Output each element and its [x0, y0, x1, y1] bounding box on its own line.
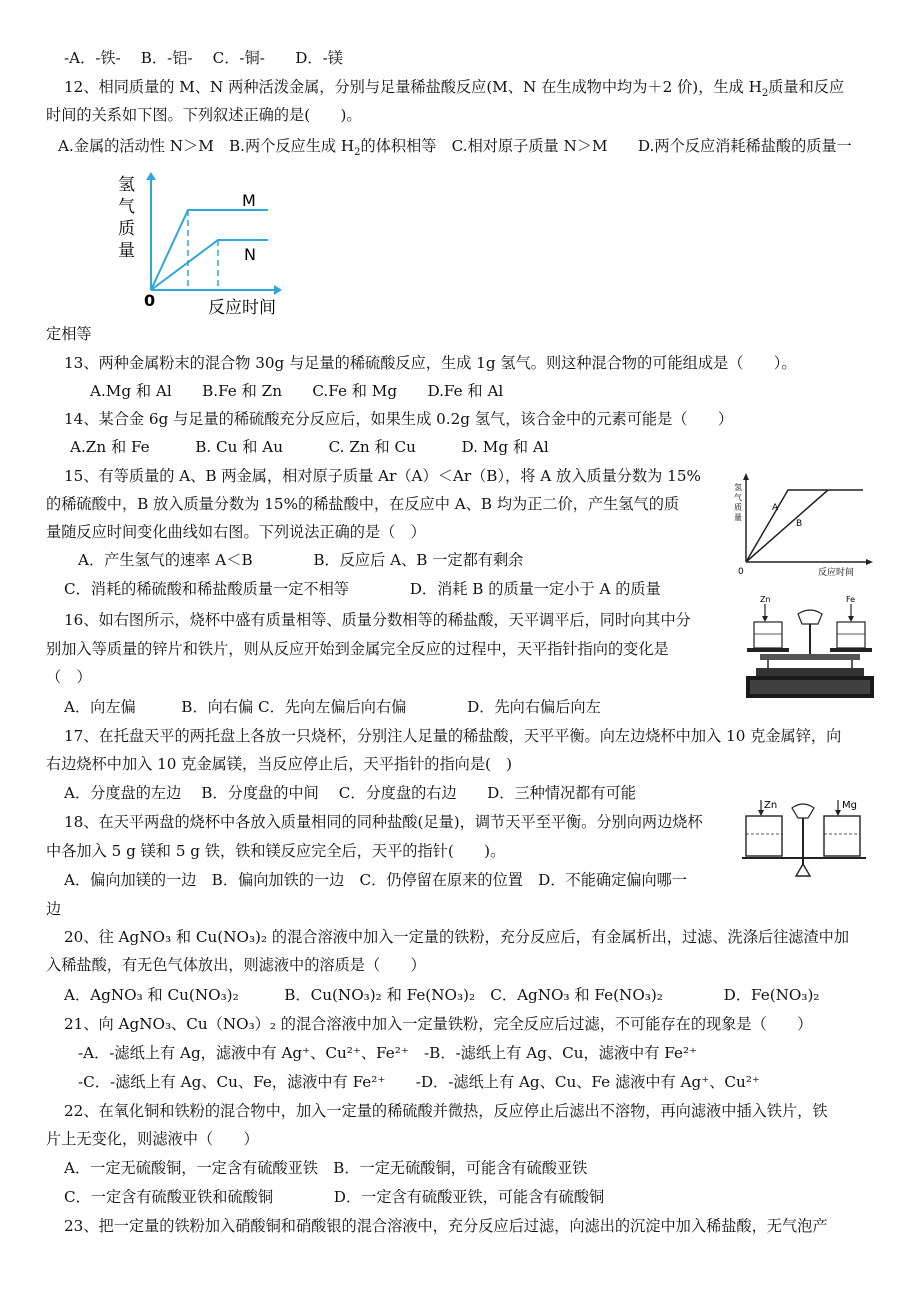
- q16-options: A．向左偏 B．向右偏 C．先向左偏后向右偏 D．先向右偏后向左: [64, 698, 601, 716]
- q17-options: A．分度盘的左边 B．分度盘的中间 C．分度盘的右边 D．三种情况都有可能: [64, 784, 636, 802]
- q16-left-pan: [747, 648, 789, 652]
- q15-xlabel: 反应时间: [818, 568, 855, 578]
- q16-right-pan: [830, 648, 872, 652]
- q17-stem-line2: 右边烧杯中加入 10 克金属镁，当反应停止后，天平指针的指向是( ): [46, 755, 513, 773]
- q15-ylabel-char: 量: [734, 513, 742, 522]
- q15-series-b-label: B: [796, 519, 803, 529]
- q18-options-continuation: 边: [46, 900, 62, 918]
- q18-stem-line1: 18、在天平两盘的烧杯中各放入质量相同的同种盐酸(足量)，调节天平至平衡。分别向两边烧杯: [64, 813, 703, 831]
- q16-stem-line2: 别加入等质量的锌片和铁片，则从反应开始到金属完全反应的过程中，天平指针指向的变化是: [46, 640, 669, 658]
- q20-stem-line1: 20、往 AgNO₃ 和 Cu(NO₃)₂ 的混合溶液中加入一定量的铁粉，充分反应后，有金属析出，过滤、洗涤后往滤渣中加: [64, 928, 850, 946]
- q15-origin-label: 0: [738, 567, 744, 577]
- q15-stem-line2: 的稀硫酸中，B 放入质量分数为 15%的稀盐酸中，在反应中 A、B 均为正二价，产生氢气的质: [46, 495, 680, 513]
- q12-x-arrow-icon: [274, 285, 282, 295]
- q11-options: -A．-铁- B．-铝- C．-铜- D．-镁: [64, 49, 343, 67]
- q12-options: A.金属的活动性 N＞M B.两个反应生成 $H_2$的体积相等 C.相对原子质量 N＞M D.两个反应消耗稀盐酸的质量一: [58, 137, 852, 159]
- q16-left-beaker: [754, 622, 782, 648]
- q15-ylabel-char: 气: [734, 493, 742, 502]
- q18-right-beaker: [824, 816, 860, 856]
- q15-y-arrow-icon: [743, 473, 749, 480]
- q14-options: A.Zn 和 Fe B. Cu 和 Au C. Zn 和 Cu D. Mg 和 Al: [70, 438, 549, 456]
- q15-options-ab: A．产生氢气的速率 A＜B B．反应后 A、B 一定都有剩余: [78, 551, 524, 569]
- q18-zn-label: Zn: [764, 800, 778, 811]
- q15-series-a-label: A: [772, 503, 779, 513]
- q12-graph: [118, 170, 288, 320]
- q12-series-m-label: M: [242, 191, 256, 210]
- q17-stem-line1: 17、在托盘天平的两托盘上各放一只烧杯，分别注人足量的稀盐酸，天平平衡。向左边烧杯中加入 10 克金属锌，向: [64, 727, 842, 745]
- q16-scale-dial: [798, 610, 822, 624]
- q15-ylabel-char: 氢: [734, 483, 742, 492]
- q12-ylabel-char: 量: [118, 241, 135, 261]
- q12-ylabel-char: 气: [118, 197, 135, 217]
- q20-options: A．AgNO₃ 和 Cu(NO₃)₂ B．Cu(NO₃)₂ 和 Fe(NO₃)₂ C．AgNO₃ 和 Fe(NO₃)₂ D．Fe(NO₃)₂: [64, 986, 820, 1004]
- q21-stem: 21、向 AgNO₃、Cu（NO₃）₂ 的混合溶液中加入一定量铁粉，完全反应后过滤，不可能存在的现象是（ ）: [64, 1015, 813, 1033]
- q13-stem: 13、两种金属粉末的混合物 30g 与足量的稀硫酸反应，生成 1g 氢气。则这种混合物的可能组成是（ ）。: [64, 354, 797, 372]
- q18-options: A．偏向加镁的一边 B．偏向加铁的一边 C．仍停留在原来的位置 D．不能确定偏向哪一: [64, 871, 688, 889]
- q14-stem: 14、某合金 6g 与足量的稀硫酸充分反应后，如果生成 0.2g 氢气，该合金中的元素可能是（ ）: [64, 410, 734, 428]
- q15-ylabel-char: 质: [734, 503, 742, 512]
- q12-stem-line2: 时间的关系如下图。下列叙述正确的是( )。: [46, 106, 362, 124]
- q15-graph: [728, 470, 878, 580]
- q13-options: A.Mg 和 Al B.Fe 和 Zn C.Fe 和 Mg D.Fe 和 Al: [90, 382, 504, 400]
- q12-ylabel-char: 质: [118, 219, 135, 239]
- q12-xlabel: 反应时间: [208, 298, 276, 318]
- q22-options-ab: A．一定无硫酸铜，一定含有硫酸亚铁 B．一定无硫酸铜，可能含有硫酸亚铁: [64, 1159, 588, 1177]
- q12-y-arrow-icon: [146, 172, 156, 180]
- q18-balance-figure: [742, 796, 882, 880]
- q18-left-beaker: [746, 816, 782, 856]
- q16-base-top: [756, 668, 864, 676]
- q18-mg-label: Mg: [842, 800, 857, 811]
- q22-stem-line2: 片上无变化，则滤液中（ ）: [46, 1130, 259, 1148]
- q22-options-cd: C．一定含有硫酸亚铁和硫酸铜 D．一定含有硫酸亚铁，可能含有硫酸铜: [64, 1188, 605, 1206]
- q18-scale-dial: [792, 804, 814, 818]
- q18-stem-line2: 中各加入 5 g 镁和 5 g 铁，铁和镁反应完全后，天平的指针( )。: [46, 842, 506, 860]
- q16-beam: [760, 654, 860, 660]
- q20-stem-line2: 入稀盐酸，有无色气体放出，则滤液中的溶质是（ ）: [46, 956, 426, 974]
- q15-options-cd: C．消耗的稀硫酸和稀盐酸质量一定不相等 D．消耗 B 的质量一定小于 A 的质量: [64, 580, 661, 598]
- q12-origin-label: 0: [144, 291, 156, 310]
- q16-stem-line1: 16、如右图所示，烧杯中盛有质量相等、质量分数相等的稀盐酸，天平调平后，同时向其中分: [64, 611, 691, 629]
- q12-stem-line1: 12、相同质量的 M、N 两种活泼金属，分别与足量稀盐酸反应(M、N 在生成物中均为＋2 价)，生成 $H_2$质量和反应: [64, 78, 845, 100]
- q15-stem-line3: 量随反应时间变化曲线如右图。下列说法正确的是（ ）: [46, 523, 426, 541]
- q21-options-cd: -C．-滤纸上有 Ag、Cu、Fe，滤液中有 Fe²⁺ -D．-滤纸上有 Ag、Cu、Fe 滤液中有 Ag⁺、Cu²⁺: [78, 1073, 760, 1091]
- q21-options-ab: -A．-滤纸上有 Ag，滤液中有 Ag⁺、Cu²⁺、Fe²⁺ -B．-滤纸上有 Ag、Cu，滤液中有 Fe²⁺: [78, 1044, 698, 1062]
- q15-series-b-line: [746, 490, 828, 562]
- q16-balance-figure: [742, 592, 882, 704]
- q16-right-beaker: [837, 622, 865, 648]
- q15-x-arrow-icon: [866, 559, 873, 565]
- q15-series-a-line: [746, 490, 863, 562]
- q23-stem-line1: 23、把一定量的铁粉加入硝酸铜和硝酸银的混合溶液中，充分反应后过滤，向滤出的沉淀中加入稀盐酸，无气泡产: [64, 1217, 828, 1235]
- q12-series-n-label: N: [244, 245, 256, 264]
- q12-options-continuation: 定相等: [46, 325, 92, 343]
- q16-stem-line3: （ ）: [46, 668, 92, 686]
- q16-fe-label: Fe: [846, 595, 856, 604]
- q15-stem-line1: 15、有等质量的 A、B 两金属，相对原子质量 Ar（A）＜Ar（B），将 A 放入质量分数为 15%: [64, 467, 701, 485]
- q16-zn-label: Zn: [760, 595, 771, 604]
- q12-ylabel-char: 氢: [118, 175, 135, 195]
- q22-stem-line1: 22、在氧化铜和铁粉的混合物中，加入一定量的稀硫酸并微热，反应停止后滤出不溶物，再向滤液中插入铁片，铁: [64, 1102, 828, 1120]
